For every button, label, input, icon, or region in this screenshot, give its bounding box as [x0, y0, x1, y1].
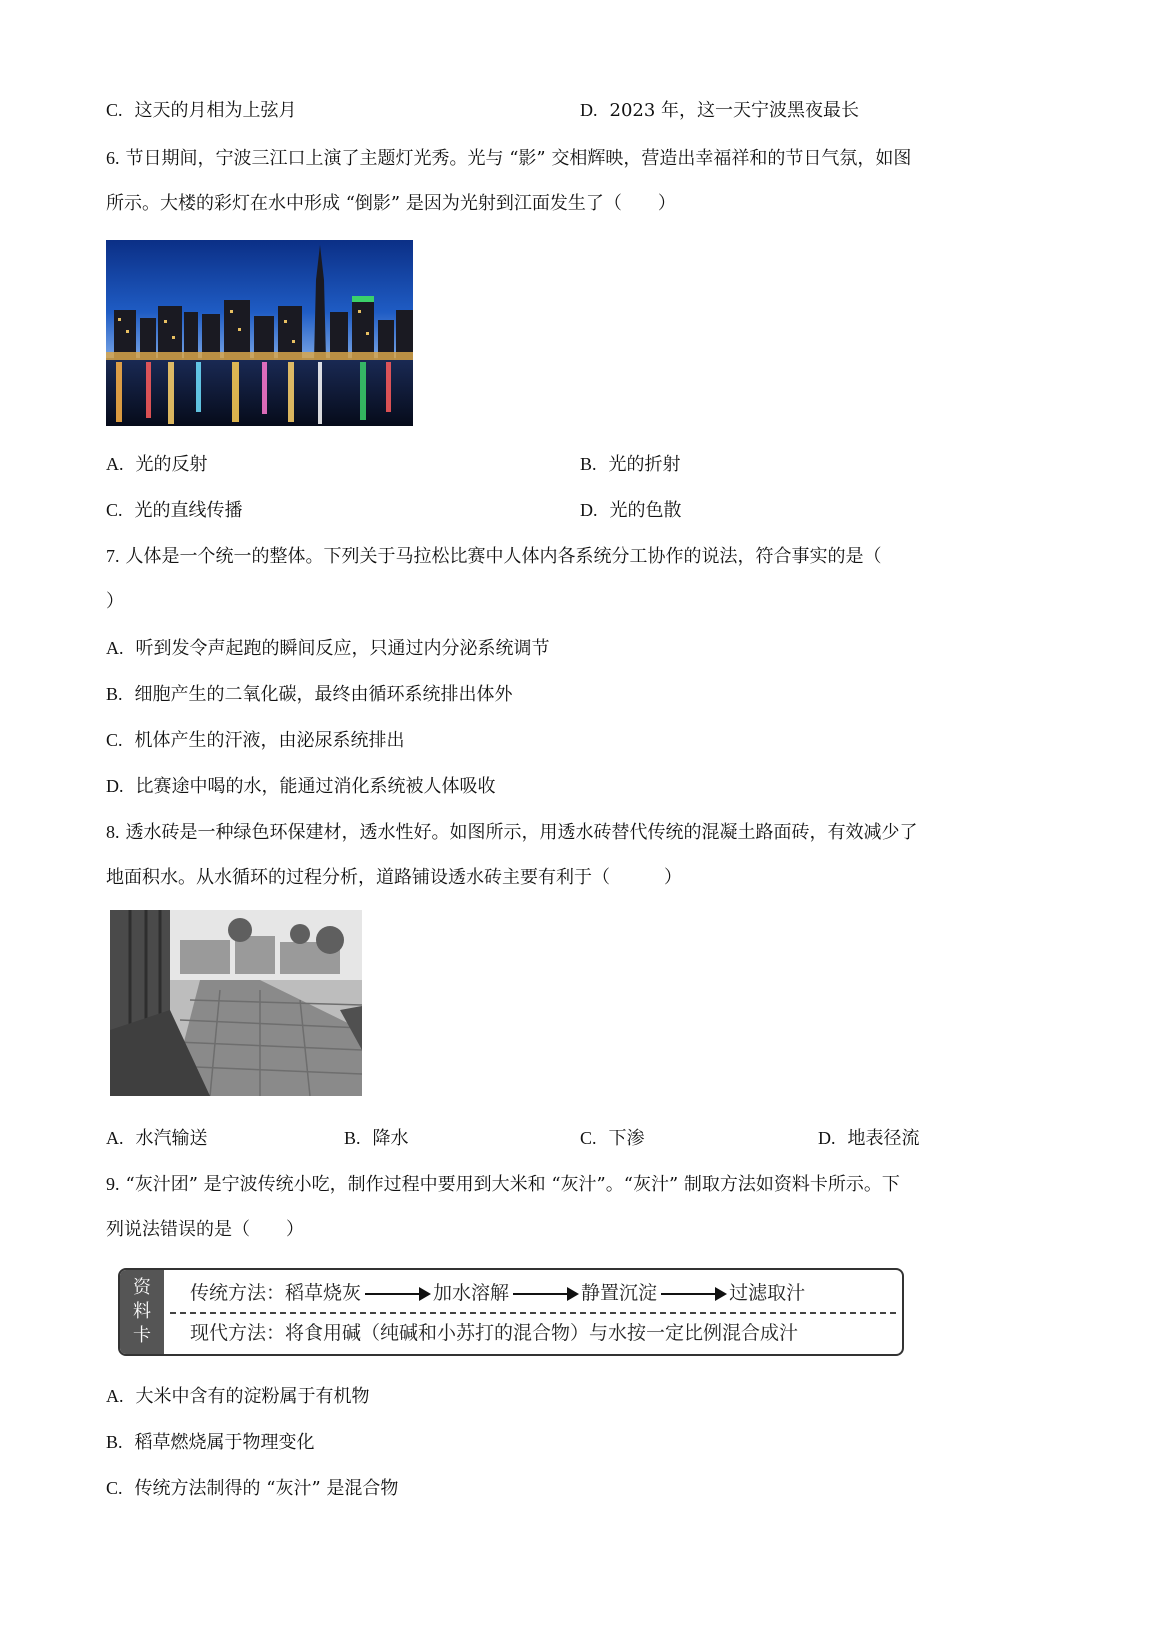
- q8-option-a: A. 水汽输送: [106, 1128, 208, 1149]
- q9-stem-line2: 列说法错误的是（ ）: [106, 1219, 304, 1240]
- q9-stem-line1: 9. “灰汁团” 是宁波传统小吃，制作过程中要用到大米和 “灰汁”。“灰汁” 制取方法如资料卡所示。下: [106, 1174, 900, 1195]
- q6-stem-line1: 6. 节日期间，宁波三江口上演了主题灯光秀。光与 “影” 交相辉映，营造出幸福祥和的节日气氛，如图: [106, 148, 912, 169]
- q8-option-d: D. 地表径流: [818, 1128, 920, 1149]
- card-divider: [170, 1312, 896, 1314]
- q7-stem-line2: ）: [106, 591, 124, 612]
- step-2: 加水溶解: [433, 1282, 510, 1304]
- modern-method-row: 现代方法：将食用碱（纯碱和小苏打的混合物）与水按一定比例混合成汁: [190, 1322, 799, 1344]
- q6-option-d: D. 光的色散: [580, 500, 682, 521]
- q6-option-a: A. 光的反射: [106, 454, 208, 475]
- arrow-icon: [365, 1293, 429, 1295]
- q6-stem-line2: 所示。大楼的彩灯在水中形成 “倒影” 是因为光射到江面发生了（ ）: [106, 193, 676, 214]
- traditional-method-row: 传统方法：稻草烧灰 加水溶解 静置沉淀 过滤取汁: [190, 1282, 806, 1304]
- step-3: 静置沉淀: [581, 1282, 658, 1304]
- q7-stem-line1: 7. 人体是一个统一的整体。下列关于马拉松比赛中人体内各系统分工协作的说法，符合事实的是（: [106, 546, 882, 567]
- q7-option-b: B. 细胞产生的二氧化碳，最终由循环系统排出体外: [106, 684, 513, 705]
- step-1: 稻草烧灰: [285, 1282, 362, 1304]
- q7-option-c: C. 机体产生的汗液，由泌尿系统排出: [106, 730, 405, 751]
- q9-option-c: C. 传统方法制得的 “灰汁” 是混合物: [106, 1478, 399, 1499]
- arrow-icon: [661, 1293, 725, 1295]
- city-night-reflection-image: [106, 240, 413, 426]
- info-card-tag: 资 料 卡: [120, 1270, 164, 1354]
- step-4: 过滤取汁: [729, 1282, 806, 1304]
- q6-option-b: B. 光的折射: [580, 454, 681, 475]
- arrow-icon: [513, 1293, 577, 1295]
- q6-option-c: C. 光的直线传播: [106, 500, 243, 521]
- q8-option-c: C. 下渗: [580, 1128, 645, 1149]
- q8-option-b: B. 降水: [344, 1128, 409, 1149]
- info-card: [118, 1268, 904, 1356]
- q7-option-a: A. 听到发令声起跑的瞬间反应，只通过内分泌系统调节: [106, 638, 550, 659]
- q9-option-a: A. 大米中含有的淀粉属于有机物: [106, 1386, 370, 1407]
- q8-stem-line2: 地面积水。从水循环的过程分析，道路铺设透水砖主要有利于（ ）: [106, 867, 682, 888]
- q9-option-b: B. 稻草燃烧属于物理变化: [106, 1432, 315, 1453]
- prev-option-c: C. 这天的月相为上弦月: [106, 100, 297, 121]
- prev-option-d: D. 2023 年，这一天宁波黑夜最长: [580, 100, 860, 121]
- q8-stem-line1: 8. 透水砖是一种绿色环保建材，透水性好。如图所示，用透水砖替代传统的混凝土路面砖，有效减少了: [106, 822, 918, 843]
- permeable-brick-path-image: [110, 910, 362, 1096]
- q7-option-d: D. 比赛途中喝的水，能通过消化系统被人体吸收: [106, 776, 496, 797]
